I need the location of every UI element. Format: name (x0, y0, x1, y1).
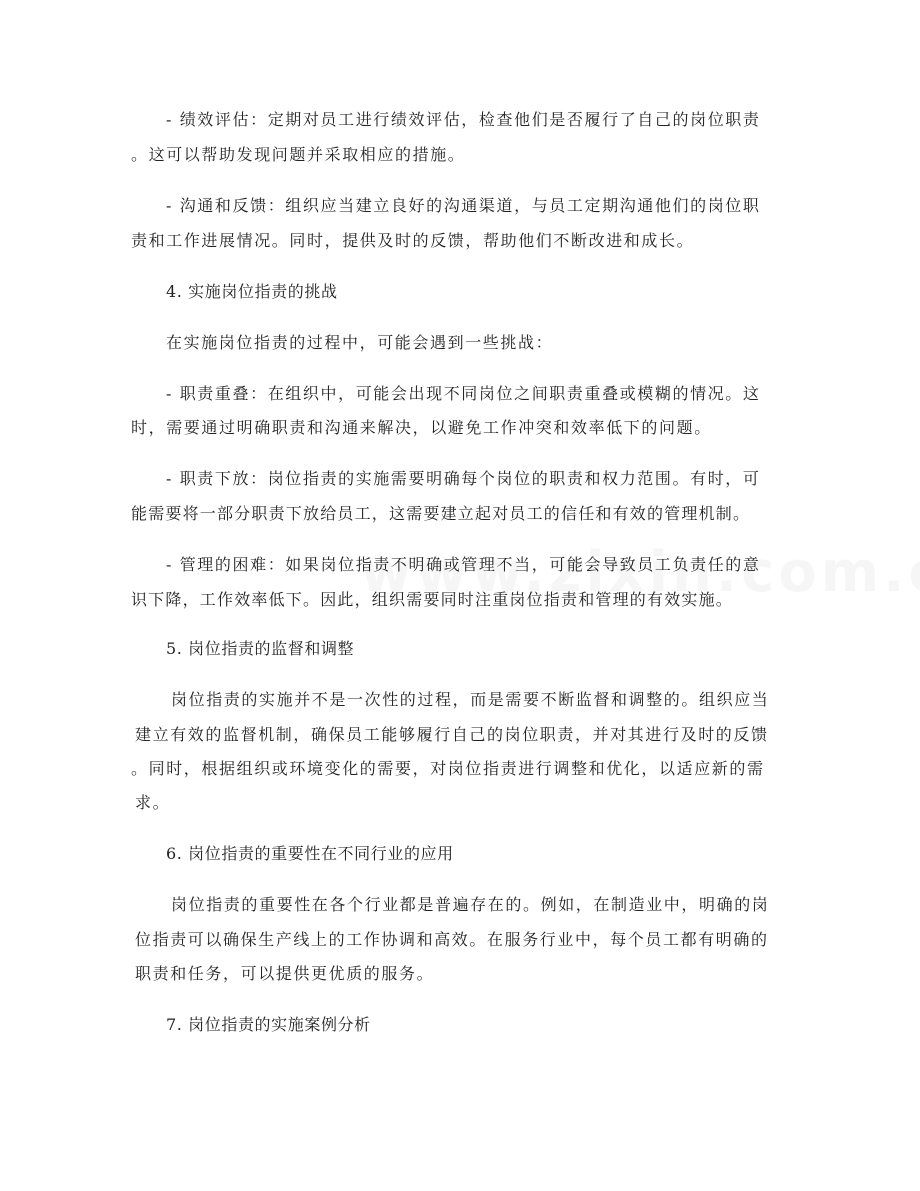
text-line: - 职责重叠：在组织中，可能会出现不同岗位之间职责重叠或模糊的情况。这 (166, 384, 761, 403)
text-line: 岗位指责的重要性在各个行业都是普遍存在的。例如，在制造业中，明确的岗 (171, 895, 770, 914)
text-line: 岗位指责的实施并不是一次性的过程，而是需要不断监督和调整的。组织应当 (171, 690, 770, 709)
section-heading-7: 7. 岗位指责的实施案例分析 (166, 1015, 371, 1034)
text-line: 职责和任务，可以提供更优质的服务。 (135, 964, 435, 983)
text-line: 建立有效的监督机制，确保员工能够履行自己的岗位职责，并对其进行及时的反馈 (135, 725, 769, 744)
section-heading-4: 4. 实施岗位指责的挑战 (166, 282, 338, 301)
text-line: 识下降，工作效率低下。因此，组织需要同时注重岗位指责和管理的有效实施。 (131, 590, 734, 609)
text-line: 位指责可以确保生产线上的工作协调和高效。在服务行业中，每个员工都有明确的 (135, 930, 769, 949)
section-heading-5: 5. 岗位指责的监督和调整 (166, 639, 355, 658)
text-line: 能需要将一部分职责下放给员工，这需要建立起对员工的信任和有效的管理机制。 (131, 504, 751, 523)
text-line: 时，需要通过明确职责和沟通来解决，以避免工作冲突和效率低下的问题。 (131, 418, 712, 437)
text-line: - 职责下放：岗位指责的实施需要明确每个岗位的职责和权力范围。有时，可 (166, 469, 761, 488)
section-heading-6: 6. 岗位指责的重要性在不同行业的应用 (166, 844, 454, 863)
text-line: 。这可以帮助发现问题并采取相应的措施。 (131, 145, 466, 164)
text-line: 。同时，根据组织或环境变化的需要，对岗位指责进行调整和优化，以适应新的需 (131, 759, 765, 778)
text-line: - 管理的困难：如果岗位指责不明确或管理不当，可能会导致员工负责任的意 (166, 555, 761, 574)
text-line: - 绩效评估：定期对员工进行绩效评估，检查他们是否履行了自己的岗位职责 (166, 110, 761, 129)
text-line: - 沟通和反馈：组织应当建立良好的沟通渠道，与员工定期沟通他们的岗位职 (166, 196, 761, 215)
text-line: 求。 (135, 793, 171, 812)
text-line: 责和工作进展情况。同时，提供及时的反馈，帮助他们不断改进和成长。 (131, 231, 695, 250)
paragraph-challenges-intro: 在实施岗位指责的过程中，可能会遇到一些挑战： (166, 333, 554, 352)
